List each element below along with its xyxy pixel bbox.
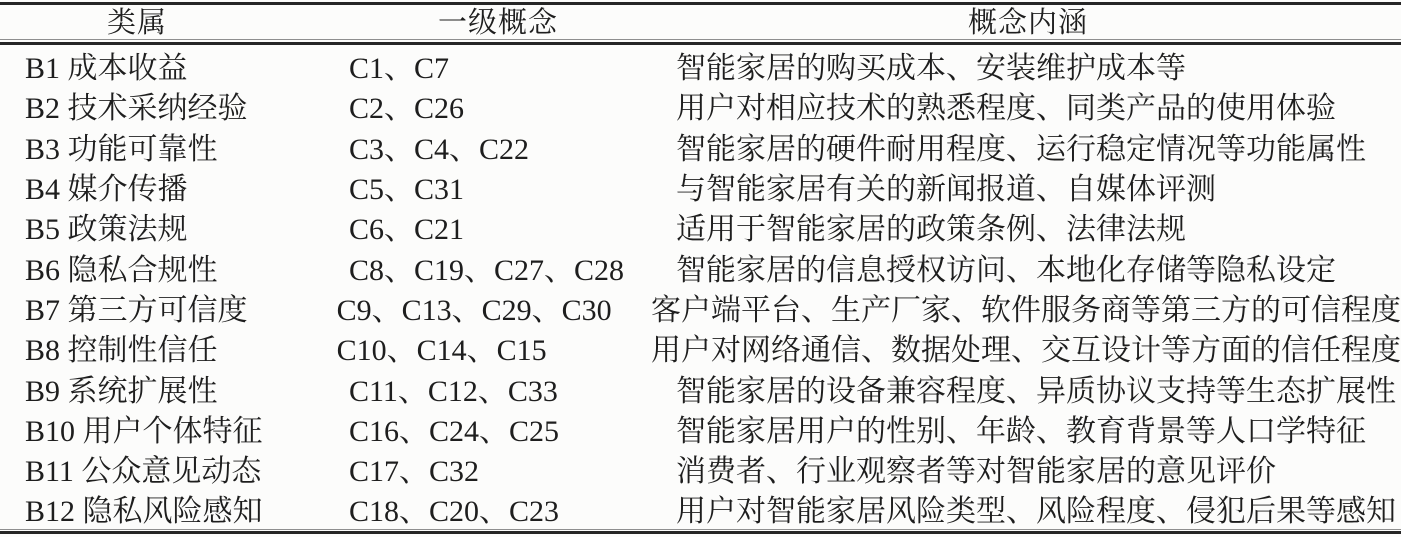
concepts-cell: C3、C4、C22: [349, 132, 530, 166]
meaning-cell: 用户对相应技术的熟悉程度、同类产品的使用体验: [676, 92, 1336, 126]
concepts-cell: C6、C21: [349, 213, 465, 247]
concepts-cell: C2、C26: [349, 92, 465, 126]
category-cell: B7 第三方可信度: [25, 293, 248, 327]
category-cell: B1 成本收益: [25, 52, 188, 86]
meaning-cell: 客户端平台、生产厂家、软件服务商等第三方的可信程度: [651, 293, 1401, 327]
category-cell: B3 功能可靠性: [25, 132, 218, 166]
table-row: [0, 287, 1401, 327]
table-row: [0, 166, 1401, 206]
concepts-cell: C11、C12、C33: [349, 374, 558, 408]
column-header-category: 类属: [106, 6, 168, 39]
meaning-cell: 智能家居的信息授权访问、本地化存储等隐私设定: [676, 253, 1336, 287]
category-cell: B10 用户个体特征: [25, 414, 263, 448]
column-header-meaning: 概念内涵: [967, 6, 1089, 39]
concepts-cell: C1、C7: [349, 52, 450, 86]
table-row: [0, 448, 1401, 488]
meaning-cell: 用户对网络通信、数据处理、交互设计等方面的信任程度: [651, 334, 1401, 368]
category-cell: B2 技术采纳经验: [25, 92, 248, 126]
meaning-cell: 用户对智能家居风险类型、风险程度、侵犯后果等感知: [676, 495, 1396, 529]
table-row: [0, 85, 1401, 125]
table-row: [0, 126, 1401, 166]
concepts-cell: C8、C19、C27、C28: [349, 253, 625, 287]
table-row: [0, 408, 1401, 448]
meaning-cell: 与智能家居有关的新闻报道、自媒体评测: [676, 173, 1216, 207]
meaning-cell: 智能家居的设备兼容程度、异质协议支持等生态扩展性: [676, 374, 1396, 408]
category-cell: B4 媒介传播: [25, 173, 188, 207]
table-body: [0, 45, 1401, 529]
table-row: [0, 488, 1401, 528]
table-header-row: [0, 5, 1401, 39]
category-cell: B8 控制性信任: [25, 334, 218, 368]
category-cell: B12 隐私风险感知: [25, 495, 263, 529]
column-header-concepts: 一级概念: [437, 6, 559, 39]
concepts-cell: C9、C13、C29、C30: [336, 293, 612, 327]
concepts-cell: C10、C14、C15: [336, 334, 547, 368]
concepts-cell: C5、C31: [349, 173, 465, 207]
meaning-cell: 智能家居的硬件耐用程度、运行稳定情况等功能属性: [676, 132, 1366, 166]
table-row: [0, 367, 1401, 407]
concepts-cell: C18、C20、C23: [349, 495, 560, 529]
category-cell: B9 系统扩展性: [25, 374, 218, 408]
table-row: [0, 206, 1401, 246]
table-row: [0, 246, 1401, 286]
meaning-cell: 适用于智能家居的政策条例、法律法规: [676, 213, 1186, 247]
meaning-cell: 智能家居用户的性别、年龄、教育背景等人口学特征: [676, 414, 1366, 448]
meaning-cell: 智能家居的购买成本、安装维护成本等: [676, 52, 1186, 86]
meaning-cell: 消费者、行业观察者等对智能家居的意见评价: [676, 455, 1276, 489]
table-row: [0, 45, 1401, 85]
table-row: [0, 327, 1401, 367]
category-cell: B5 政策法规: [25, 213, 188, 247]
concepts-cell: C17、C32: [349, 455, 480, 489]
category-cell: B11 公众意见动态: [25, 455, 262, 489]
table-bottom-thick-rule: [0, 531, 1401, 534]
concepts-cell: C16、C24、C25: [349, 414, 560, 448]
category-cell: B6 隐私合规性: [25, 253, 218, 287]
